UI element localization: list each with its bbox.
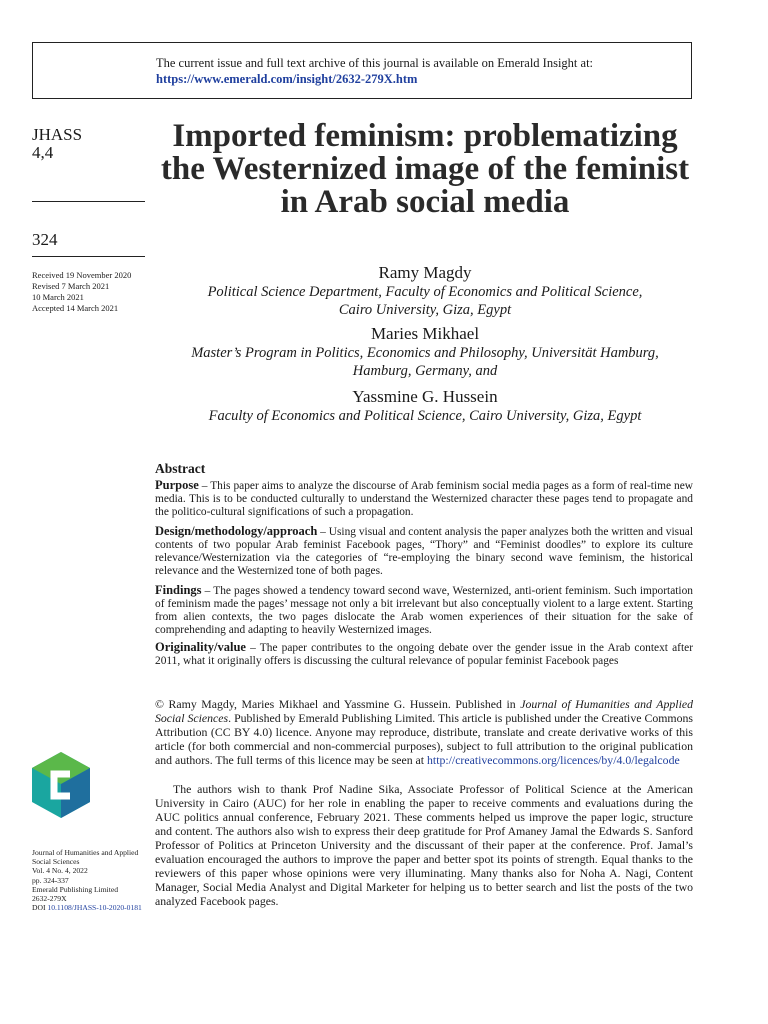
author-affiliation (160, 283, 690, 319)
article-dates (32, 270, 131, 314)
page-number: 324 (32, 230, 58, 249)
revised-date: Revised 7 March 2021 (32, 281, 110, 291)
journal-abbreviation (32, 126, 82, 162)
journal-url-link[interactable]: https://www.emerald.com/insight/2632-279X.htm (156, 72, 418, 86)
revised-date-2: 10 March 2021 (32, 292, 84, 302)
license-statement (155, 697, 693, 767)
purpose-label: Purpose (155, 478, 199, 492)
doi-link[interactable]: 10.1108/JHASS-10-2020-0181 (47, 903, 142, 913)
purpose-text: – This paper aims to analyze the discourse of Arab feminism social media pages as a form of real-time new media. This is to be conducted culturally to understand the Westernized character these pages tend to propagate and the politico-cultural significations of such a propagation. (155, 480, 693, 518)
abstract-heading: Abstract (155, 461, 206, 476)
footer-line: Emerald Publishing Limited (32, 884, 119, 894)
footer-line: pp. 324-337 (32, 875, 69, 885)
journal-access-box (32, 42, 692, 99)
design-label: Design/methodology/approach (155, 524, 318, 538)
findings-text: – The pages showed a tendency toward second wave, Westernized, anti-orient feminism. Such importation of feminism made the pages’ message not only a bit irrelevant but also conceptually violent to a large extent. Starting from alien contexts, the two pages dislocate the Arab women experiences of their situation for the sake of comprehending and adapting to heavily Westernized images. (155, 585, 693, 636)
acknowledgement: The authors wish to thank Prof Nadine Sika, Associate Professor of Political Science at the American University in Cairo (AUC) for her role in enabling the paper to receive comments and evaluations during the AUC politics annual conference, February 2021. These comments helped us improve the paper logic, structure and content. The authors also wish to express their deep gratitude for Prof Amaney Jamal the Edwards S. Sanford Professor of Politics at Princeton University and the discussant of their paper at the conference. Prof. Jamal’s evaluation encouraged the authors to improve the paper and better spot its points of strength. Equal thanks to the reviewers of this paper whose opinions were very illuminating. Many thanks also for Noha A. Nagi, Content Manager, Social Media Analyst and Digital Marketer for helping us to better search and list the posts of the two analyzed Facebook pages. (155, 782, 693, 908)
abstract-originality (155, 641, 693, 668)
footer-line: Journal of Humanities and Applied (32, 848, 139, 857)
license-text: © Ramy Magdy, Maries Mikhael and Yassmine G. Hussein. Published in (155, 697, 521, 711)
received-date: Received 19 November 2020 (32, 270, 132, 280)
originality-label: Originality/value (155, 640, 246, 654)
license-text: . Published by Emerald Publishing Limited. This article is published under the Creative Commons Attribution (CC BY 4.0) licence. Anyone may reproduce, distribute, translate and create derivative works of this article (for both commercial and non-commercial purposes), subject to full attribution to the original publication and authors. The full terms of this licence may be seen at (155, 711, 693, 767)
volume-issue: 4,4 (32, 143, 54, 162)
abstract-findings (155, 584, 693, 637)
emerald-logo (30, 750, 92, 820)
margin-rule-top (32, 201, 145, 202)
author-name: Ramy Magdy (378, 263, 472, 282)
affiliation-line: Faculty of Economics and Political Science, Cairo University, Giza, Egypt (208, 408, 642, 424)
affiliation-line: Political Science Department, Faculty of Economics and Political Science, (207, 284, 643, 300)
journal-footer-info (32, 848, 142, 912)
design-text: – Using visual and content analysis the paper analyzes both the written and visual contents of two popular Arab feminist Facebook pages, “Thory” and “Feminist doodles” to explore its culture relevance/Westernization via the categories of “re-employing the binary second wave feminism, the historical relevance and the Westernized tone of both pages. (155, 526, 693, 577)
article-title: Imported feminism: problematizing the Westernized image of the feminist in Arab social media (160, 118, 690, 220)
license-link[interactable]: http://creativecommons.org/licences/by/4.0/legalcode (427, 753, 680, 767)
accepted-date: Accepted 14 March 2021 (32, 303, 119, 313)
affiliation-line: Hamburg, Germany, and (352, 363, 498, 379)
footer-line: 2632-279X (32, 894, 67, 904)
margin-rule-bottom (32, 256, 145, 257)
access-notice-text: The current issue and full text archive of this journal is available on Emerald Insight at: (156, 56, 594, 70)
doi-line (32, 903, 142, 912)
doi-label: DOI (32, 903, 46, 913)
footer-line: Social Sciences (32, 857, 80, 867)
findings-label: Findings (155, 583, 202, 597)
journal-name-italic: Journal of Humanities and Applied Social Sciences (155, 697, 693, 725)
affiliation-line: Master’s Program in Politics, Economics and Philosophy, Universität Hamburg, (191, 345, 659, 361)
author-name: Yassmine G. Hussein (352, 387, 498, 406)
author-affiliation (160, 407, 690, 425)
affiliation-line: Cairo University, Giza, Egypt (338, 302, 512, 318)
footer-line: Vol. 4 No. 4, 2022 (32, 866, 88, 876)
author-affiliation (160, 344, 690, 380)
journal-abbr-text: JHASS (32, 125, 83, 144)
author-name: Maries Mikhael (370, 324, 480, 343)
abstract-design (155, 525, 693, 578)
access-notice (156, 55, 593, 87)
abstract-purpose (155, 479, 693, 519)
originality-text: – The paper contributes to the ongoing debate over the gender issue in the Arab context after 2011, what it originally offers is discussing the cultural relevance of popular feminist Facebook pages (155, 642, 693, 667)
